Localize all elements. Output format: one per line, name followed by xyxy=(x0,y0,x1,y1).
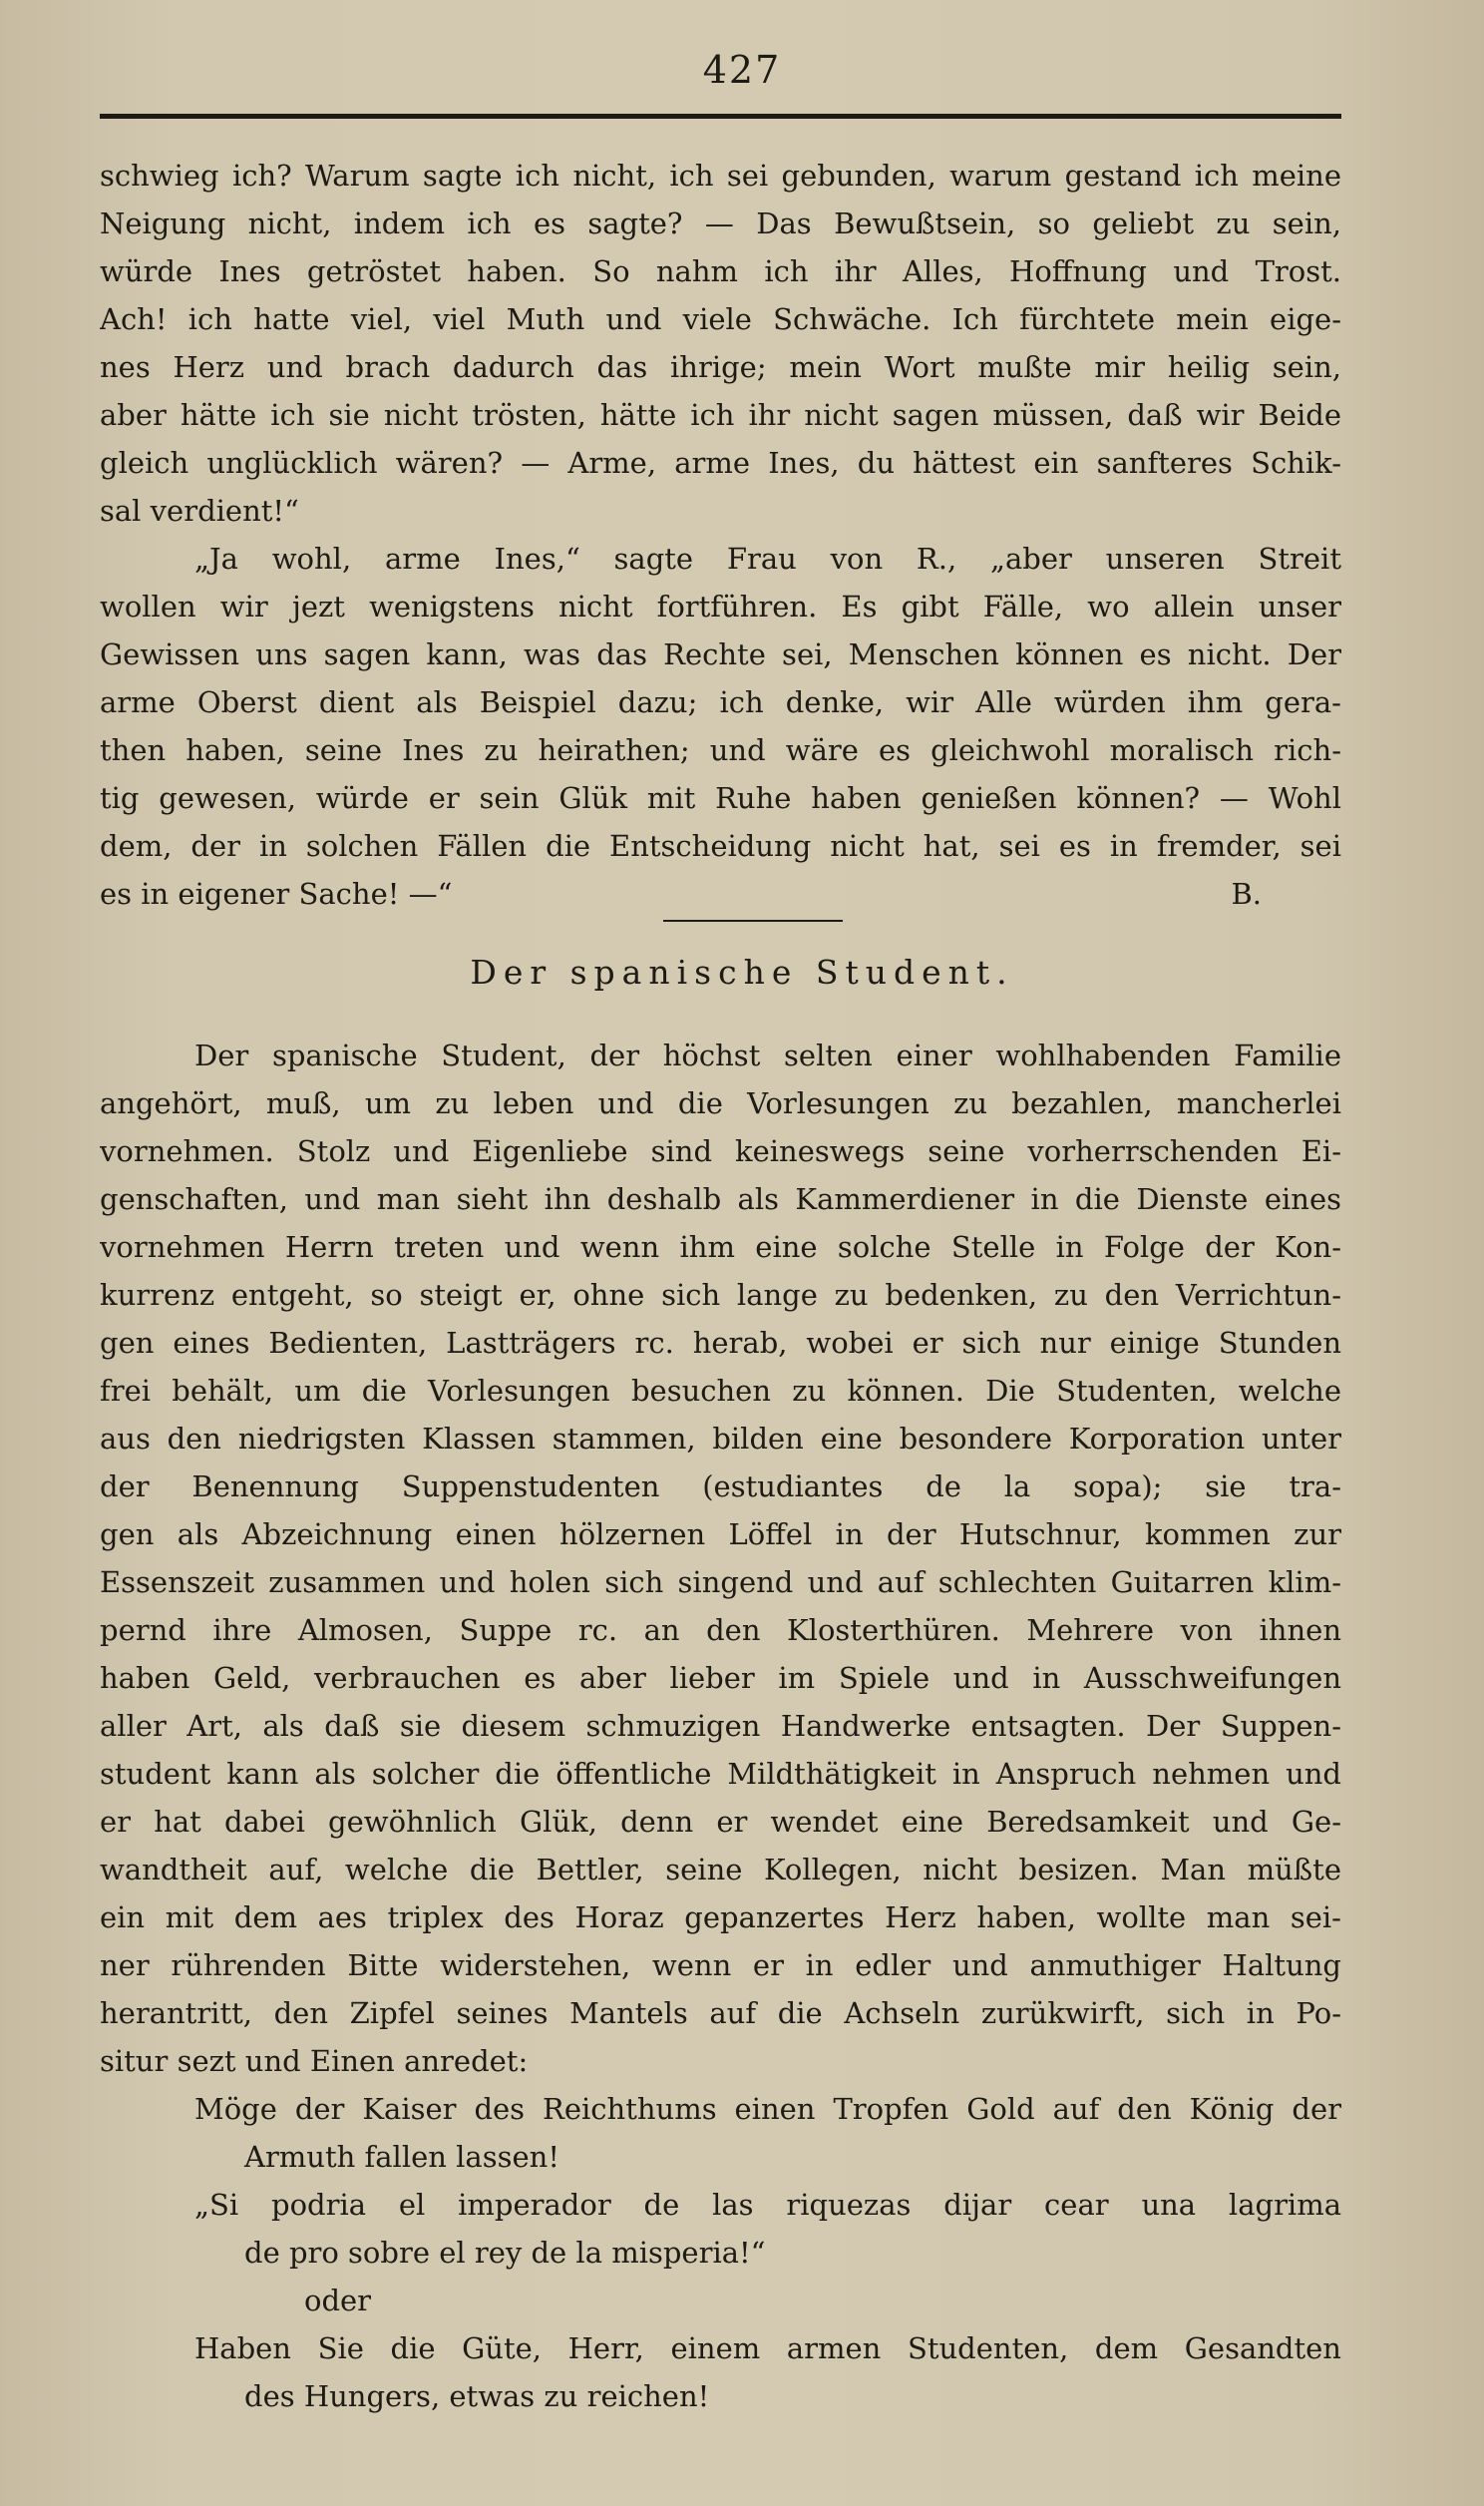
text-line: gleich unglücklich wären? — Arme, arme Ines, du hättest ein sanfteres Schik- xyxy=(100,446,1341,480)
text-line: gen als Abzeichnung einen hölzernen Löffel in der Hutschnur, kommen zur xyxy=(100,1517,1341,1551)
quote-spanish-line: „Si podria el imperador de las riquezas dijar cear una lagrima xyxy=(194,2188,1341,2222)
text-line: angehört, muß, um zu leben und die Vorlesungen zu bezahlen, mancherlei xyxy=(100,1086,1341,1120)
paragraph-dialogue xyxy=(100,535,1341,918)
text-line: kurrenz entgeht, so steigt er, ohne sich lange zu bedenken, zu den Verrichtun- xyxy=(100,1278,1341,1312)
text-line: vornehmen. Stolz und Eigenliebe sind keineswegs seine vorherrschenden Ei- xyxy=(100,1134,1341,1168)
text-line: dem, der in solchen Fällen die Entscheidung nicht hat, sei es in fremder, sei xyxy=(100,829,1341,863)
text-line: ein mit dem aes triplex des Horaz gepanzertes Herz haben, wollte man sei- xyxy=(100,1900,1341,1934)
header-rule xyxy=(100,114,1341,119)
text-line: student kann als solcher die öffentliche Mildthätigkeit in Anspruch nehmen und xyxy=(100,1757,1341,1791)
text-line: der Benennung Suppenstudenten (estudiantes de la sopa); sie tra- xyxy=(100,1469,1341,1503)
text-line: frei behält, um die Vorlesungen besuchen zu können. Die Studenten, welche xyxy=(100,1374,1341,1408)
text-line: aber hätte ich sie nicht trösten, hätte ich ihr nicht sagen müssen, daß wir Beide xyxy=(100,398,1341,432)
text-line: pernd ihre Almosen, Suppe rc. an den Klosterthüren. Mehrere von ihnen xyxy=(100,1613,1341,1647)
quote-spanish-line: de pro sobre el rey de la misperia!“ xyxy=(244,2236,766,2270)
author-signature: B. xyxy=(1231,877,1262,911)
text-line: sal verdient!“ xyxy=(100,494,299,528)
text-line: aus den niedrigsten Klassen stammen, bilden eine besondere Korporation unter xyxy=(100,1422,1341,1456)
text-line: nes Herz und brach dadurch das ihrige; mein Wort mußte mir heilig sein, xyxy=(100,350,1341,384)
text-line: er hat dabei gewöhnlich Glük, denn er wendet eine Beredsamkeit und Ge- xyxy=(100,1805,1341,1839)
text-line: Neigung nicht, indem ich es sagte? — Das Bewußtsein, so geliebt zu sein, xyxy=(100,207,1341,240)
text-line: ner rührenden Bitte widerstehen, wenn er in edler und anmuthiger Haltung xyxy=(100,1948,1341,1982)
text-line: vornehmen Herrn treten und wenn ihm eine solche Stelle in Folge der Kon- xyxy=(100,1230,1341,1264)
text-line: herantritt, den Zipfel seines Mantels auf die Achseln zurükwirft, sich in Po- xyxy=(100,1996,1341,2030)
text-line: es in eigener Sache! —“ xyxy=(100,877,453,911)
text-line: gen eines Bedienten, Lastträgers rc. herab, wobei er sich nur einige Stunden xyxy=(100,1326,1341,1360)
text-line: Ach! ich hatte viel, viel Muth und viele Schwäche. Ich fürchtete mein eige- xyxy=(100,302,1341,336)
conjunction-oder: oder xyxy=(304,2284,372,2317)
page-number: 427 xyxy=(702,48,782,92)
quote-german-line: des Hungers, etwas zu reichen! xyxy=(244,2379,710,2413)
section-title: Der spanische Student. xyxy=(470,953,1014,992)
text-line: wandtheit auf, welche die Bettler, seine Kollegen, nicht besizen. Man müßte xyxy=(100,1853,1341,1886)
text-line: tig gewesen, würde er sein Glük mit Ruhe haben genießen können? — Wohl xyxy=(100,781,1341,815)
text-line: Essenszeit zusammen und holen sich singend und auf schlechten Guitarren klim- xyxy=(100,1565,1341,1599)
paragraph-spanish-student xyxy=(100,1032,1341,2420)
text-line: „Ja wohl, arme Ines,“ sagte Frau von R., „aber unseren Streit xyxy=(194,542,1341,576)
section-divider xyxy=(663,920,843,922)
text-line: aller Art, als daß sie diesem schmuzigen Handwerke entsagten. Der Suppen- xyxy=(100,1709,1341,1743)
text-line: situr sezt und Einen anredet: xyxy=(100,2044,529,2078)
text-line: arme Oberst dient als Beispiel dazu; ich denke, wir Alle würden ihm gera- xyxy=(100,685,1341,719)
text-line: Der spanische Student, der höchst selten einer wohlhabenden Familie xyxy=(194,1039,1341,1072)
text-line-with-signature xyxy=(100,870,1341,918)
quote-german-line: Haben Sie die Güte, Herr, einem armen Studenten, dem Gesandten xyxy=(194,2331,1341,2365)
text-line: würde Ines getröstet haben. So nahm ich ihr Alles, Hoffnung und Trost. xyxy=(100,254,1341,288)
text-line: Gewissen uns sagen kann, was das Rechte sei, Menschen können es nicht. Der xyxy=(100,637,1341,671)
quote-german-line: Armuth fallen lassen! xyxy=(244,2140,559,2174)
text-line: then haben, seine Ines zu heirathen; und wäre es gleichwohl moralisch rich- xyxy=(100,733,1341,767)
quote-german-line: Möge der Kaiser des Reichthums einen Tropfen Gold auf den König der xyxy=(194,2092,1341,2126)
text-line: genschaften, und man sieht ihn deshalb als Kammerdiener in die Dienste eines xyxy=(100,1182,1341,1216)
text-line: schwieg ich? Warum sagte ich nicht, ich sei gebunden, warum gestand ich meine xyxy=(100,159,1341,193)
paragraph-continuation xyxy=(100,152,1341,535)
text-line: haben Geld, verbrauchen es aber lieber im Spiele und in Ausschweifungen xyxy=(100,1661,1341,1695)
text-line: wollen wir jezt wenigstens nicht fortführen. Es gibt Fälle, wo allein unser xyxy=(100,590,1341,624)
